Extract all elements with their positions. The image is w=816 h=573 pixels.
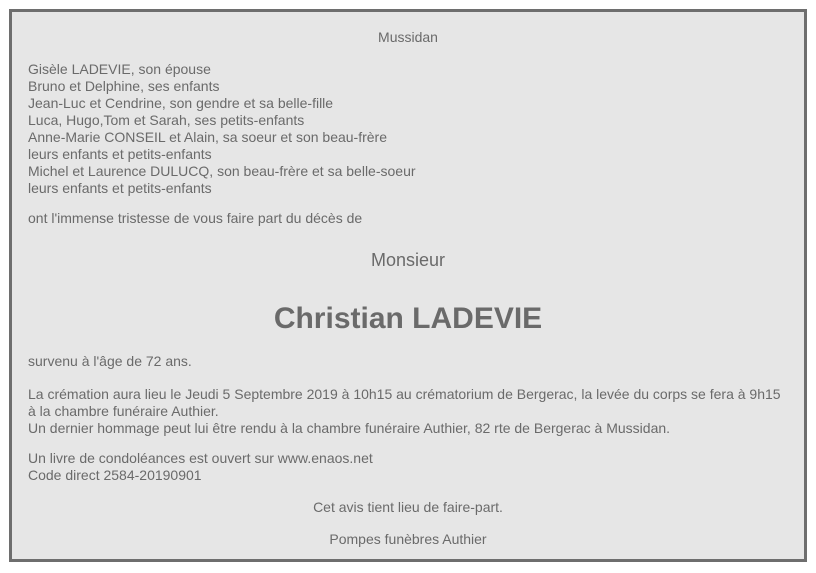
family-line: Bruno et Delphine, ses enfants <box>28 78 220 94</box>
family-line: Luca, Hugo,Tom et Sarah, ses petits-enfants <box>28 112 305 128</box>
family-line: Michel et Laurence DULUCQ, son beau-frère et sa belle-soeur <box>28 163 416 179</box>
funeral-home: Pompes funèbres Authier <box>329 531 487 547</box>
family-line: Jean-Luc et Cendrine, son gendre et sa belle-fille <box>28 95 334 111</box>
family-list <box>28 61 788 197</box>
family-line: Anne-Marie CONSEIL et Alain, sa soeur et son beau-frère <box>28 129 387 145</box>
condolences-block <box>28 450 788 484</box>
cremation-info: La crémation aura lieu le Jeudi 5 Septembre 2019 à 10h15 au crématorium de Bergerac, la levée du corps se fera à 9h15 à la chambre funéraire Authier. <box>28 386 781 419</box>
family-line: leurs enfants et petits-enfants <box>28 180 212 196</box>
obituary-notice <box>9 9 807 562</box>
condolences-book: Un livre de condoléances est ouvert sur www.enaos.net <box>28 450 373 466</box>
direct-code: Code direct 2584-20190901 <box>28 467 202 483</box>
faire-part-note: Cet avis tient lieu de faire-part. <box>313 499 503 515</box>
tribute-info: Un dernier hommage peut lui être rendu à la chambre funéraire Authier, 82 rte de Bergerac à Mussidan. <box>28 420 671 436</box>
announcement-intro: ont l'immense tristesse de vous faire part du décès de <box>28 210 363 226</box>
family-line: leurs enfants et petits-enfants <box>28 146 212 162</box>
deceased-name: Christian LADEVIE <box>273 302 543 335</box>
deceased-title: Monsieur <box>370 250 446 270</box>
age-line: survenu à l'âge de 72 ans. <box>28 353 192 369</box>
family-line: Gisèle LADEVIE, son épouse <box>28 61 211 77</box>
ceremony-details <box>28 386 788 437</box>
location-header: Mussidan <box>378 29 438 45</box>
